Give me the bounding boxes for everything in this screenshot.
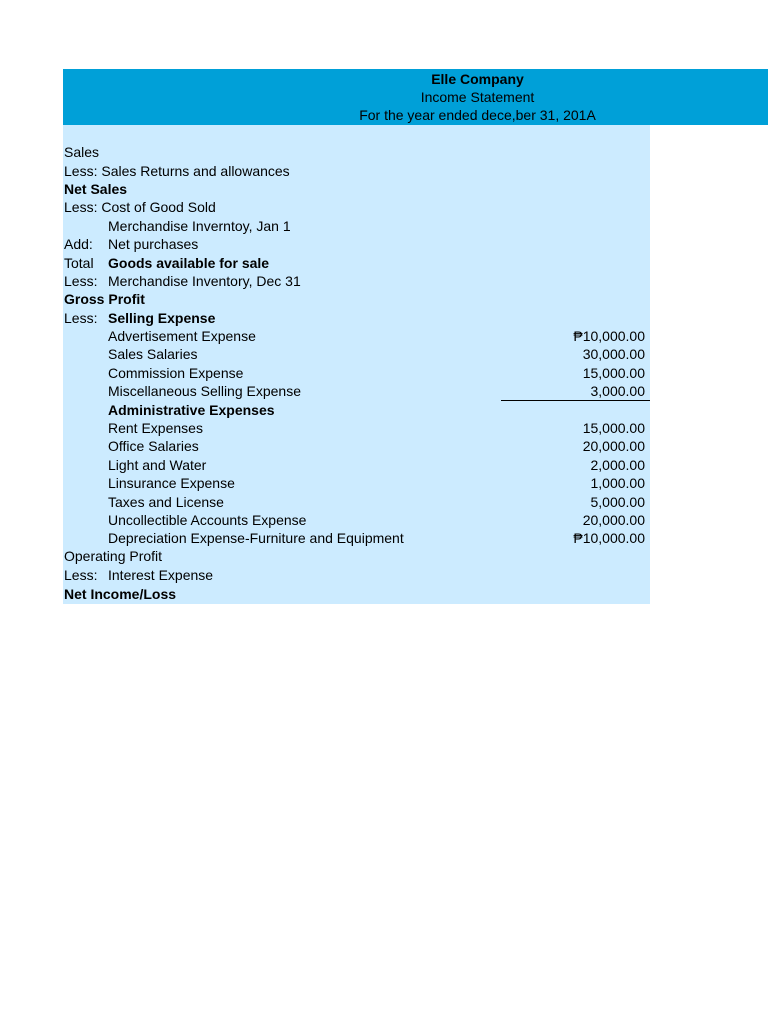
- row-cost-of-goods-sold: [63, 198, 650, 216]
- row-label: Light and Water: [108, 457, 207, 473]
- row-amount: 20,000.00: [582, 438, 645, 454]
- row-label: Office Salaries: [108, 438, 199, 454]
- row-advertisement: [63, 327, 650, 345]
- row-taxes-license: [63, 493, 650, 511]
- row-net-sales: [63, 180, 650, 198]
- row-label: Merchandise Inventory, Dec 31: [108, 273, 301, 289]
- statement-header-band: [63, 69, 768, 125]
- row-sales-returns: [63, 162, 650, 180]
- row-admin-expenses: [63, 401, 650, 419]
- row-merchandise-jan: [63, 217, 650, 235]
- row-prefix: Sales: [64, 144, 100, 160]
- row-label: Selling Expense: [108, 310, 216, 326]
- row-gross-profit: [63, 290, 650, 308]
- row-amount: ₱10,000.00: [573, 328, 645, 344]
- row-label: Linsurance Expense: [108, 475, 235, 491]
- row-prefix: Less: Cost of Good Sold: [64, 199, 216, 215]
- row-prefix: Gross Profit: [64, 291, 145, 307]
- row-prefix: Less:: [64, 310, 98, 326]
- statement-title: Income Statement: [420, 89, 535, 105]
- row-amount: 2,000.00: [590, 457, 645, 473]
- row-label: Rent Expenses: [108, 420, 203, 436]
- row-prefix: Operating Profit: [64, 548, 163, 564]
- row-net-purchases: [63, 235, 650, 253]
- row-light-water: [63, 456, 650, 474]
- row-merchandise-dec: [63, 272, 650, 290]
- row-rent: [63, 419, 650, 437]
- row-label: Interest Expense: [108, 567, 214, 583]
- row-amount: 3,000.00: [590, 383, 645, 399]
- row-sales-salaries: [63, 345, 650, 363]
- row-label: Uncollectible Accounts Expense: [108, 512, 307, 528]
- row-depreciation: [63, 529, 650, 547]
- row-label: Depreciation Expense-Furniture and Equipment: [108, 530, 404, 546]
- row-amount: 15,000.00: [582, 420, 645, 436]
- row-label: Commission Expense: [108, 365, 244, 381]
- row-prefix: Net Income/Loss: [64, 586, 177, 602]
- row-label: Administrative Expenses: [108, 402, 275, 418]
- row-commission: [63, 364, 650, 382]
- row-label: Sales Salaries: [108, 346, 198, 362]
- row-prefix: Net Sales: [64, 181, 128, 197]
- row-net-income: [63, 585, 650, 603]
- row-label: Taxes and License: [108, 494, 224, 510]
- row-insurance: [63, 474, 650, 492]
- row-uncollectible: [63, 511, 650, 529]
- row-misc-selling: [63, 382, 650, 400]
- row-prefix: Less: Sales Returns and allowances: [64, 163, 290, 179]
- row-label: Advertisement Expense: [108, 328, 256, 344]
- row-amount: 1,000.00: [590, 475, 645, 491]
- row-interest-expense: [63, 566, 650, 584]
- row-office-salaries: [63, 437, 650, 455]
- row-prefix: Add:: [64, 236, 93, 252]
- row-amount: 30,000.00: [582, 346, 645, 362]
- row-amount: ₱10,000.00: [573, 530, 645, 546]
- row-prefix: Less:: [64, 567, 98, 583]
- row-prefix: Total: [64, 255, 94, 271]
- row-operating-profit: [63, 547, 650, 565]
- row-label: Miscellaneous Selling Expense: [108, 383, 301, 399]
- row-amount: 20,000.00: [582, 512, 645, 528]
- row-goods-available: [63, 254, 650, 272]
- row-selling-expense: [63, 309, 650, 327]
- row-sales: [63, 143, 650, 161]
- row-label: Net purchases: [108, 236, 199, 252]
- row-prefix: Less:: [64, 273, 98, 289]
- statement-body: [63, 125, 650, 604]
- row-amount: 15,000.00: [582, 365, 645, 381]
- statement-period: For the year ended dece,ber 31, 201A: [359, 107, 596, 123]
- row-amount: 5,000.00: [590, 494, 645, 510]
- row-label: Merchandise Inverntoy, Jan 1: [108, 218, 291, 234]
- company-name: Elle Company: [431, 71, 524, 87]
- row-label: Goods available for sale: [108, 255, 270, 271]
